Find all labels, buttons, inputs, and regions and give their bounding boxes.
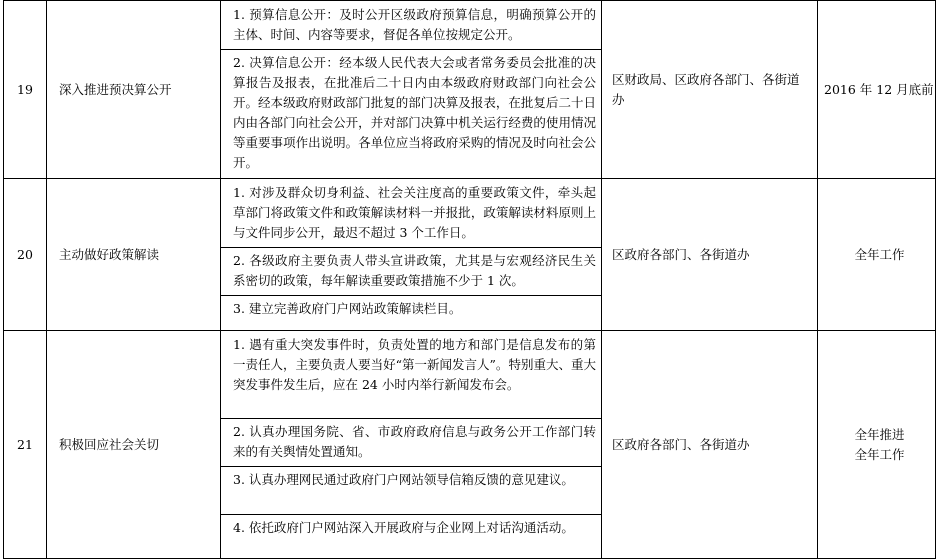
task-item: 4. 依托政府门户网站深入开展政府与企业网上对话沟通活动。 bbox=[233, 520, 574, 535]
work-plan-table bbox=[3, 0, 936, 559]
table-row bbox=[4, 331, 936, 559]
row-item-name: 积极回应社会关切 bbox=[47, 331, 221, 559]
row-number: 20 bbox=[4, 179, 47, 331]
row-deadline: 2016 年 12 月底前 bbox=[818, 1, 936, 179]
task-item: 1. 对涉及群众切身利益、社会关注度高的重要政策文件，牵头起草部门将政策文件和政策解读材料一并报批，政策解读材料原则上与文件同步公开，最迟不超过 3 个工作日。 bbox=[221, 180, 601, 248]
row-department: 区政府各部门、各街道办 bbox=[602, 179, 818, 331]
row-tasks bbox=[221, 1, 602, 179]
task-item: 3. 建立完善政府门户网站政策解读栏目。 bbox=[233, 300, 462, 316]
row-item-name: 深入推进预决算公开 bbox=[47, 1, 221, 179]
task-item: 2. 各级政府主要负责人带头宣讲政策，尤其是与宏观经济民生关系密切的政策，每年解读重要政策措施不少于 1 次。 bbox=[221, 248, 601, 296]
table-row bbox=[4, 179, 936, 331]
row-deadline: 全年工作 bbox=[818, 179, 936, 331]
row-department: 区财政局、区政府各部门、各街道办 bbox=[602, 1, 818, 179]
row-item-name: 主动做好政策解读 bbox=[47, 179, 221, 331]
task-item: 2. 认真办理国务院、省、市政府政府信息与政务公开工作部门转来的有关舆情处置通知。 bbox=[221, 419, 601, 467]
row-tasks bbox=[221, 331, 602, 559]
row-department: 区政府各部门、各街道办 bbox=[602, 331, 818, 559]
deadline-line-1: 全年推进 bbox=[854, 426, 905, 442]
row-deadline bbox=[818, 331, 936, 559]
table-row bbox=[4, 1, 936, 179]
row-tasks bbox=[221, 179, 602, 331]
task-item: 1. 预算信息公开：及时公开区级政府预算信息，明确预算公开的主体、时间、内容等要求，督促各单位按规定公开。 bbox=[221, 2, 601, 50]
deadline-line-2: 全年工作 bbox=[854, 446, 905, 462]
row-number: 19 bbox=[4, 1, 47, 179]
task-item: 1. 遇有重大突发事件时，负责处置的地方和部门是信息发布的第一责任人，主要负责人要当好“第一新闻发言人”。特别重大、重大突发事件发生后，应在 24 小时内举行新闻发布会。 bbox=[221, 332, 601, 419]
task-item: 2. 决算信息公开：经本级人民代表大会或者常务委员会批准的决算报告及报表，在批准后二十日内由本级政府财政部门向社会公开。经本级政府财政部门批复的部门决算及报表，在批复后二十日内由各部门向社会公开，并对部门决算中机关运行经费的使用情况等重要事项作出说明。各单位应当将政府采购的情况及时向社会公开。 bbox=[233, 55, 596, 170]
row-number: 21 bbox=[4, 331, 47, 559]
task-item: 3. 认真办理网民通过政府门户网站领导信箱反馈的意见建议。 bbox=[221, 467, 601, 515]
